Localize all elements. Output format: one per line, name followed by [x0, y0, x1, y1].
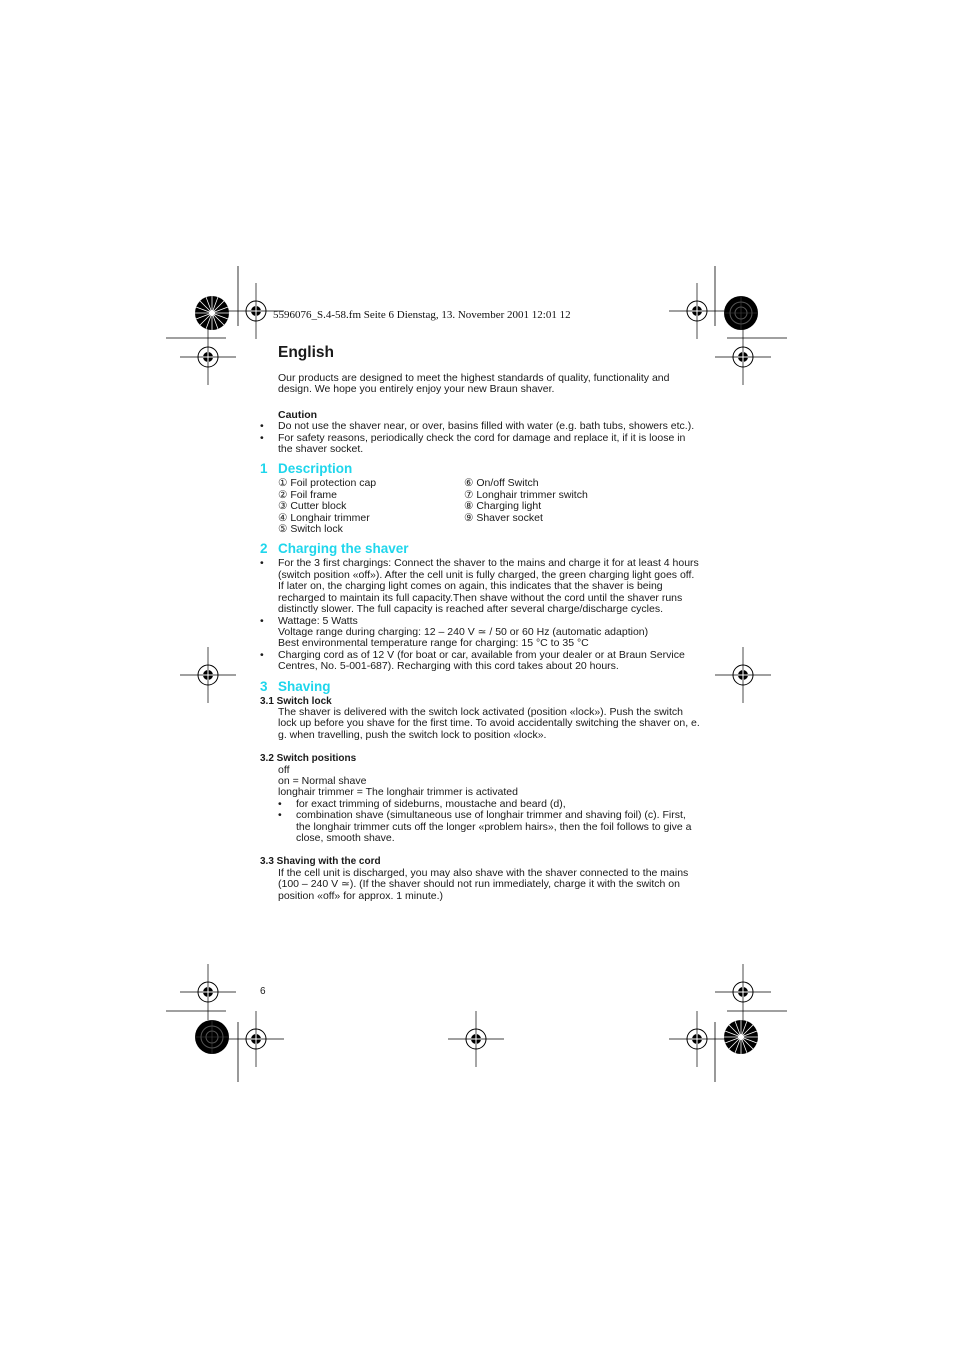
list-item: • Do not use the shaver near, or over, basins filled with water (e.g. bath tubs, showers etc.). — [260, 421, 700, 432]
switch-lock-text: The shaver is delivered with the switch lock activated (position «lock»). Push the switch lock up before you shave for the first time. To avoid accidentally switching the shaver on, e. g. when travelling, push the switch lock to position «lock». — [278, 705, 700, 741]
section-heading-shaving — [260, 679, 700, 695]
part-item: ⑧ Charging light — [464, 500, 542, 513]
caution-list — [260, 421, 700, 455]
parts-column-right — [464, 478, 650, 535]
section-number: 2 — [260, 541, 268, 557]
section-title: Shaving — [278, 678, 331, 694]
section-number: 1 — [260, 461, 268, 477]
cord-shaving-text: If the cell unit is discharged, you may also shave with the shaver connected to the mains (100 – 240 V ≃). (If the shaver should not run immediately, charge it with the switch on position «off» for approx. 1 minute.) — [278, 866, 689, 902]
part-item: ④ Longhair trimmer — [278, 511, 370, 524]
list-item: • For safety reasons, periodically check the cord for damage and replace it, if it is loose in the shaver socket. — [260, 433, 700, 456]
subsection-heading: 3.2 Switch positions — [260, 753, 357, 765]
parts-column-left — [278, 478, 464, 535]
list-item: • for exact trimming of sideburns, moustache and beard (d), — [278, 799, 700, 810]
temperature-text: Best environmental temperature range for charging: 15 °C to 35 °C — [278, 637, 589, 650]
switch-position-off: off — [278, 763, 290, 776]
list-item: • combination shave (simultaneous use of longhair trimmer and shaving foil) (c). First, the longhair trimmer cuts off the longer «problem hairs», then the foil follows to give a close, smooth shave. — [278, 810, 700, 844]
section-title: Description — [278, 461, 353, 477]
part-item: ⑤ Switch lock — [278, 523, 343, 536]
part-item: ⑥ On/off Switch — [464, 477, 539, 490]
part-item: ⑨ Shaver socket — [464, 511, 543, 524]
list-item: • For the 3 first chargings: Connect the shaver to the mains and charge it for at least 4 hours (switch position «off»). After the cell unit is fully charged, the green charging light goes off. If later on, the charging light comes on again, this indicates that the shaver is being recharged to maintain its full capacity.Then shave without the cord until the shaver runs distinctly slower. The full capacity is reached after several charge/discharge cycles. — [260, 558, 700, 615]
list-item — [260, 616, 700, 650]
caution-heading: Caution — [278, 408, 318, 421]
parts-list — [260, 478, 700, 535]
section-heading-description — [260, 461, 700, 477]
part-item: ③ Cutter block — [278, 500, 347, 513]
section-number: 3 — [260, 678, 268, 694]
switch-position-trimmer: longhair trimmer = The longhair trimmer is activated — [278, 786, 518, 799]
wattage-text: • Wattage: 5 Watts — [278, 614, 358, 627]
trimmer-uses-list — [260, 799, 700, 845]
list-item: • Charging cord as of 12 V (for boat or car, available from your dealer or at Braun Service Centres, No. 5-001-687). Recharging with this cord takes about 20 hours. — [260, 650, 700, 673]
page-number: 6 — [260, 986, 266, 997]
subsection-heading: 3.3 Shaving with the cord — [260, 856, 381, 868]
charging-list — [260, 558, 700, 672]
voltage-text: Voltage range during charging: 12 – 240 V ≃ / 50 or 60 Hz (automatic adaption) — [278, 625, 649, 638]
file-header-line: 5596076_S.4-58.fm Seite 6 Dienstag, 13. November 2001 12:01 12 — [273, 309, 571, 321]
switch-position-on: on = Normal shave — [278, 774, 367, 787]
subsection-heading: 3.1 Switch lock — [260, 695, 332, 707]
part-item: ⑦ Longhair trimmer switch — [464, 488, 588, 501]
part-item: ② Foil frame — [278, 488, 338, 501]
part-item: ① Foil protection cap — [278, 477, 377, 490]
section-heading-charging — [260, 541, 700, 557]
intro-paragraph: Our products are designed to meet the highest standards of quality, functionality and design. We hope you entirely enjoy your new Braun shaver. — [278, 372, 670, 396]
page-title: English — [278, 344, 334, 361]
section-title: Charging the shaver — [278, 541, 409, 557]
manual-content — [260, 343, 700, 902]
